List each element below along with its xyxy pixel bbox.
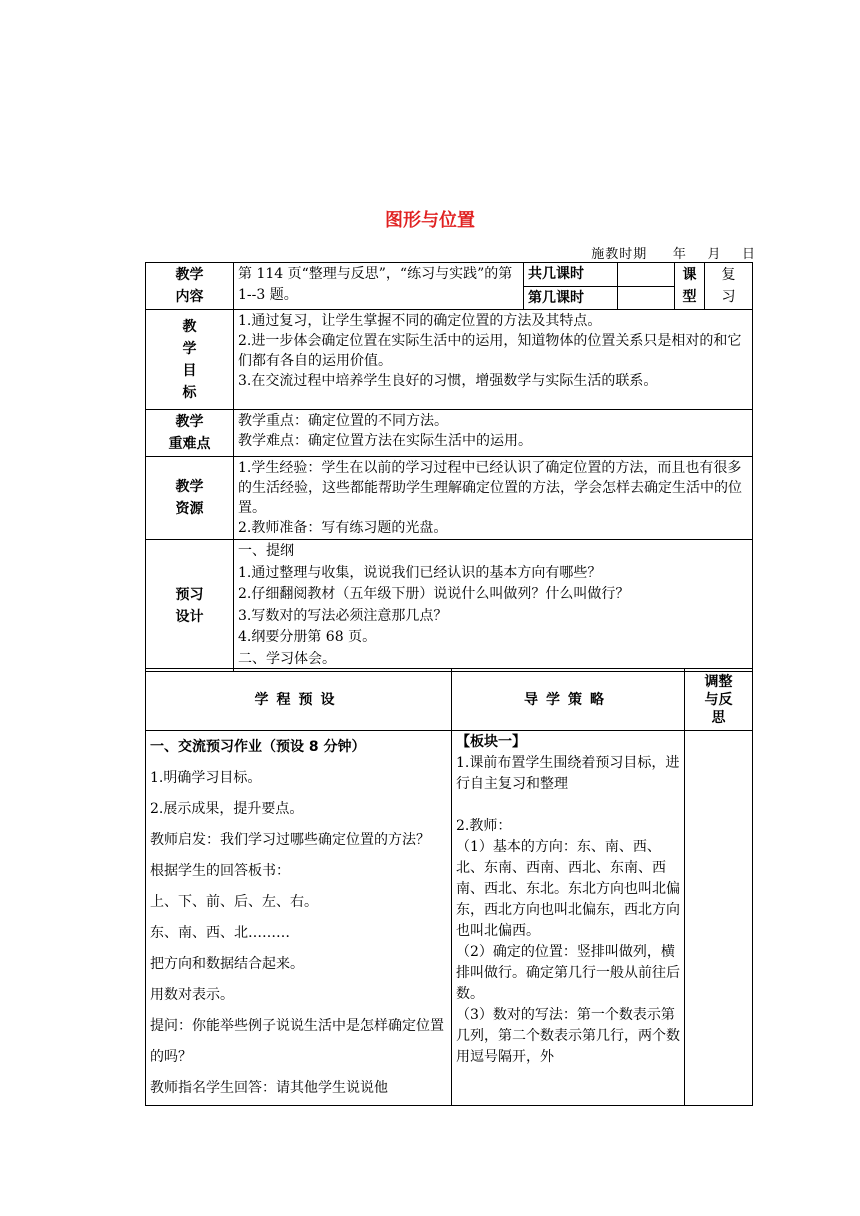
- goals-label: 教 学 目 标: [146, 310, 234, 410]
- process-heading: 一、交流预习作业（预设 8 分钟）: [150, 739, 366, 755]
- lesson-process-table: [145, 668, 753, 1106]
- process-line: 提问：你能举些例子说说生活中是怎样确定位置的吗？: [150, 1018, 444, 1065]
- type-label: 课 型: [675, 263, 705, 310]
- process-line: 根据学生的回答板书：: [150, 863, 290, 879]
- total-periods-value[interactable]: [618, 263, 675, 287]
- goal-item: 1.通过复习，让学生掌握不同的确定位置的方法及其特点。: [238, 313, 602, 329]
- keypoint-item: 教学难点：确定位置方法在实际生活中的运用。: [238, 433, 532, 449]
- process-line: 东、南、西、北………: [150, 925, 290, 941]
- type-value: 复 习: [705, 263, 753, 310]
- content-label: 教学 内容: [146, 263, 234, 310]
- total-periods-label: 共几课时: [524, 263, 618, 287]
- strategy-line: （2）确定的位置：竖排叫做列，横排叫做行。确定第几行一般从前往后数。: [456, 944, 680, 1002]
- strategy-line: （1）基本的方向：东、南、西、北、东南、西南、西北、东南、西南、西北、东北。东北方向也叫北偏东，西北方向也叫北偏东，西北方向也叫北偏西。: [456, 839, 680, 939]
- keypoints-content: [234, 410, 753, 457]
- process-content: [146, 731, 452, 1106]
- keypoint-item: 教学重点：确定位置的不同方法。: [238, 413, 448, 429]
- preview-item: 1.通过整理与收集，说说我们已经认识的基本方向有哪些？: [238, 564, 602, 581]
- preview-item: 二、学习体会。: [238, 650, 336, 667]
- resource-item: 2.教师准备：写有练习题的光盘。: [238, 520, 448, 536]
- strategy-line: 1.课前布置学生围绕着预习目标，进行自主复习和整理: [456, 755, 680, 792]
- strategy-line: 2.教师：: [456, 818, 512, 834]
- process-line: 用数对表示。: [150, 987, 234, 1003]
- date-label: 施教时期: [591, 247, 648, 262]
- process-line: 教师指名学生回答：请其他学生说说他: [150, 1080, 388, 1096]
- strategy-content: [452, 731, 685, 1106]
- preview-item: 2.仔细翻阅教材（五年级下册）说说什么叫做列？什么叫做行？: [238, 586, 630, 602]
- preview-content: [234, 540, 753, 672]
- preview-item: 4.纲要分册第 68 页。: [238, 629, 377, 645]
- process-line: 教师启发：我们学习过哪些确定位置的方法？: [150, 832, 430, 848]
- preview-label: 预习 设计: [146, 540, 234, 672]
- resources-label: 教学 资源: [146, 457, 234, 540]
- goal-item: 3.在交流过程中培养学生良好的习惯，增强数学与实际生活的联系。: [238, 373, 658, 389]
- reflection-content[interactable]: [685, 731, 753, 1106]
- process-line: 上、下、前、后、左、右。: [150, 894, 318, 910]
- process-line: 2.展示成果，提升要点。: [150, 801, 304, 817]
- strategy-heading: 【板块一】: [456, 734, 526, 750]
- process-line: 把方向和数据结合起来。: [150, 956, 304, 972]
- date-year: 年: [672, 247, 687, 262]
- goal-item: 2.进一步体会确定位置在实际生活中的运用，知道物体的位置关系只是相对的和它们都有各自的运用价值。: [238, 333, 742, 369]
- date-month: 月: [707, 247, 722, 262]
- nth-period-value[interactable]: [618, 286, 675, 310]
- page-title: 图形与位置: [385, 210, 475, 231]
- preview-item: 3.写数对的写法必须注意那几点？: [238, 607, 448, 624]
- date-line: [591, 243, 756, 262]
- goals-content: [234, 310, 753, 410]
- nth-period-label: 第几课时: [524, 286, 618, 310]
- resources-content: [234, 457, 753, 540]
- resource-item: 1.学生经验：学生在以前的学习过程中已经认识了确定位置的方法，而且也有很多的生活经验，这些都能帮助学生理解确定位置的方法，学会怎样去确定生活中的位置。: [238, 460, 742, 516]
- strategy-line: （3）数对的写法：第一个数表示第几列，第二个数表示第几行，两个数用逗号隔开，外: [456, 1007, 680, 1065]
- content-text: 第 114 页“整理与反思”，“练习与实践”的第 1--3 题。: [234, 263, 524, 310]
- lesson-info-table: [145, 262, 753, 672]
- process-line: 1.明确学习目标。: [150, 770, 262, 786]
- col-head-process: 学程预设: [146, 669, 452, 731]
- col-head-reflection: 调整 与反 思: [685, 669, 753, 731]
- keypoints-label: 教学 重难点: [146, 410, 234, 457]
- strategy-line: [456, 795, 680, 816]
- col-head-strategy: 导学策略: [452, 669, 685, 731]
- date-day: 日: [741, 247, 756, 262]
- preview-item: 一、提纲: [238, 543, 294, 559]
